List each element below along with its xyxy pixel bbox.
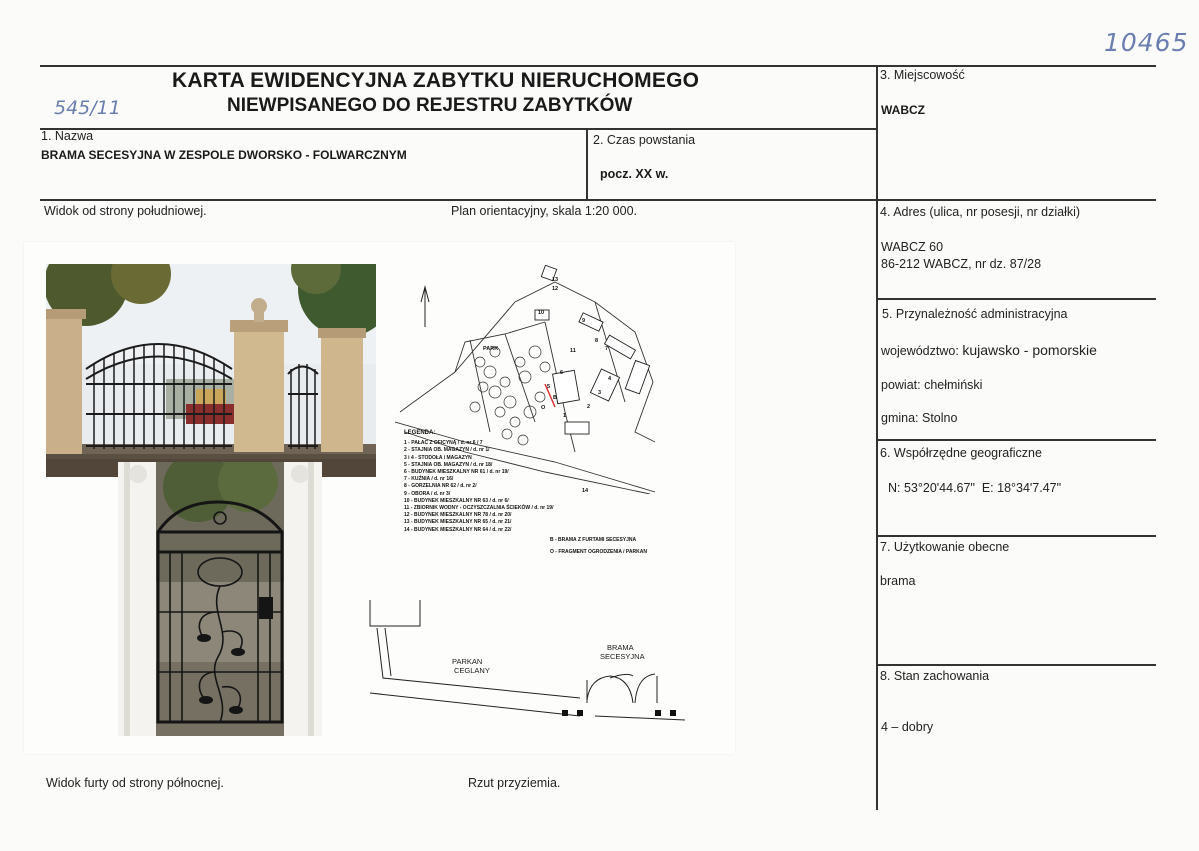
caption-plan: Plan orientacyjny, skala 1:20 000.: [451, 204, 637, 218]
field4-address-line1: WABCZ 60: [881, 240, 944, 254]
map-num-b: B: [553, 395, 557, 401]
document-number: 10465: [1104, 28, 1189, 57]
map-num-1: 1: [563, 413, 567, 419]
field5-voivodeship: [881, 342, 1097, 358]
voivodeship-label: województwo:: [881, 344, 959, 358]
map-num-8: 8: [595, 338, 599, 344]
map-num-12: 12: [552, 286, 559, 292]
legend-item: 2 - STAJNIA OB. MAGAZYN / d. nr 1/: [404, 447, 490, 454]
legend-item: 6 - BUDYNEK MIESZKALNY NR 61 / d. nr 19/: [404, 469, 509, 476]
map-num-10: 10: [538, 310, 545, 316]
field5-bottom: [876, 439, 1156, 441]
field2-label: 2. Czas powstania: [593, 133, 696, 147]
map-num-14: 14: [582, 488, 589, 494]
field4-bottom: [876, 298, 1156, 300]
legend-b: B - BRAMA Z FURTAMI SECESYJNA: [550, 537, 637, 543]
voivodeship-value: kujawsko - pomorskie: [962, 342, 1097, 358]
field7-label: 7. Użytkowanie obecne: [880, 540, 1010, 554]
legend-o: O - FRAGMENT OGRODZENIA / PARKAN: [550, 549, 647, 555]
map-num-6: 6: [560, 370, 564, 376]
legend-item: 9 - OBORA / d. nr 3/: [404, 490, 451, 497]
field3-label: 3. Miejscowość: [880, 68, 965, 82]
plan-legend: [404, 430, 704, 534]
field7-bottom: [876, 664, 1156, 666]
floor-plan-gate-label: [600, 643, 645, 661]
legend-item: 14 - BUDYNEK MIESZKALNY NR 64 / d. nr 22/: [404, 526, 512, 533]
legend-item: 13 - BUDYNEK MIESZKALNY NR 65 / d. nr 21/: [404, 519, 512, 526]
right-column-border: [876, 65, 878, 810]
map-num-4: 4: [608, 376, 612, 382]
legend-item: 11 - ZBIORNIK WODNY - OCZYSZCZALNIA ŚCIEKÓW / d. nr 19/: [404, 505, 554, 512]
field6-coordinates: N: 53°20'44.67" E: 18°34'7.47": [888, 481, 1062, 495]
field5-label: 5. Przynależność administracyjna: [882, 307, 1068, 321]
field6-label: 6. Współrzędne geograficzne: [880, 446, 1042, 460]
field4-label: 4. Adres (ulica, nr posesji, nr działki): [880, 205, 1081, 219]
map-num-3: 3: [598, 390, 602, 396]
legend-item: 3 i 4 - STODOŁA i MAGAZYN: [404, 454, 472, 461]
map-num-13: 13: [552, 277, 559, 283]
field1-value: BRAMA SECESYJNA W ZESPOLE DWORSKO - FOLWARCZNYM: [41, 148, 407, 162]
field3-value: WABCZ: [881, 103, 925, 117]
reference-number: 545/11: [54, 97, 121, 119]
top-border: [40, 65, 1156, 67]
field2-value: pocz. XX w.: [600, 167, 669, 181]
legend-list: [404, 440, 704, 534]
map-num-9: 9: [582, 318, 586, 324]
caption-north-view: Widok furty od strony północnej.: [46, 776, 224, 790]
legend-item: 10 - BUDYNEK MIESZKALNY NR 63 / d. nr 6/: [404, 497, 509, 504]
field6-bottom: [876, 535, 1156, 537]
field8-value: 4 – dobry: [881, 720, 934, 734]
floor-plan-wall-label: [452, 657, 490, 675]
field5-commune: gmina: Stolno: [881, 411, 958, 425]
legend-item: 5 - STAJNIA OB. MAGAZYN / d. nr 18/: [404, 461, 493, 468]
map-num-7: 7: [605, 346, 609, 352]
title-bottom-border: [40, 128, 877, 130]
field5-county: powiat: chełmiński: [881, 378, 983, 392]
map-num-5: 5: [547, 384, 551, 390]
document-title: KARTA EWIDENCYJNA ZABYTKU NIERUCHOMEGO: [172, 69, 700, 92]
field1-label: 1. Nazwa: [41, 129, 94, 143]
field2-border: [586, 128, 588, 199]
document-subtitle: NIEWPISANEGO DO REJESTRU ZABYTKÓW: [227, 95, 633, 116]
wall-label-line2: CEGLANY: [454, 666, 490, 675]
header-bottom-border: [40, 199, 1156, 201]
legend-item: 7 - KUŹNIA / d. nr 16/: [404, 476, 454, 483]
map-label-park: PARK: [483, 346, 499, 352]
legend-item: 1 - PAŁAC Z OFICYNĄ / d. nr 6 / 7: [404, 440, 483, 447]
photo-gate-south: [46, 264, 376, 477]
gate-label-line2: SECESYJNA: [600, 652, 645, 661]
gate-label-line1: BRAMA: [607, 643, 634, 652]
caption-south-view: Widok od strony południowej.: [44, 204, 207, 218]
map-num-2: 2: [587, 404, 591, 410]
field8-label: 8. Stan zachowania: [880, 669, 990, 683]
wall-label-line1: PARKAN: [452, 657, 483, 666]
legend-item: 8 - GORZELNIA NR 62 / d. nr 2/: [404, 483, 477, 490]
map-num-o: O: [541, 405, 546, 411]
caption-floor-plan: Rzut przyziemia.: [468, 776, 561, 790]
map-num-11: 11: [570, 348, 576, 354]
photo-wicket-north: [118, 462, 322, 736]
legend-title: LEGENDA:: [404, 430, 436, 436]
field7-value: brama: [880, 574, 916, 588]
legend-item: 12 - BUDYNEK MIESZKALNY NR 78 / d. nr 20/: [404, 512, 512, 519]
field4-address-line2: 86-212 WABCZ, nr dz. 87/28: [881, 257, 1042, 271]
floor-plan-drawing: [365, 598, 695, 738]
